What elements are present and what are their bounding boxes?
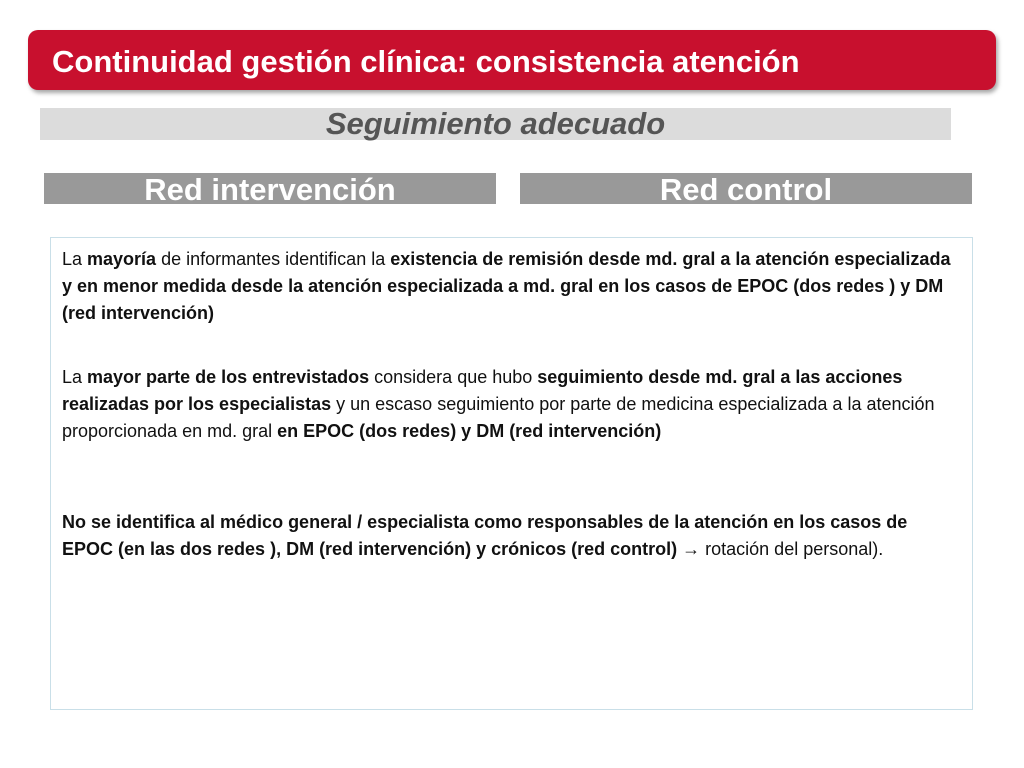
text-run-bold: existencia de remisión desde md. gral a la atención especializada y en menor medida desde la atención especializada a md. gral en los casos de EPOC (dos redes ) y DM (red intervención)	[62, 249, 951, 323]
text-run: de informantes identifican la	[156, 249, 391, 269]
paragraph-followup	[62, 364, 962, 445]
title-bar	[28, 30, 996, 90]
text-run: La	[62, 367, 88, 387]
text-run-bold: en EPOC (dos redes) y DM (red intervención)	[277, 421, 662, 441]
text-run: considera que hubo	[369, 367, 538, 387]
text-run: y un escaso seguimiento por parte de medicina especializada a la atención proporcionada en md. gral	[62, 394, 935, 441]
paragraph-responsibility	[62, 509, 962, 563]
arrow-right-icon: →	[677, 539, 706, 559]
text-run-bold: mayoría	[87, 249, 157, 269]
slide-title: Continuidad gestión clínica: consistencia atención	[52, 44, 800, 79]
text-run: La	[62, 249, 88, 269]
network-label-intervention: Red intervención	[44, 173, 496, 204]
text-run-bold: mayor parte de los entrevistados	[87, 367, 370, 387]
paragraph-referral	[62, 246, 962, 327]
subtitle-bar	[40, 108, 951, 140]
network-label-control: Red control	[520, 173, 972, 204]
text-run: rotación del personal).	[705, 539, 884, 559]
slide-subtitle: Seguimiento adecuado	[325, 106, 666, 141]
text-run-bold: seguimiento desde md. gral a las acciones realizadas por los especialistas	[62, 367, 903, 414]
content-box	[50, 237, 973, 710]
text-run-bold: No se identifica al médico general / especialista como responsables de la atención en los casos de EPOC (en las dos redes ), DM (red intervención) y crónicos (red control)	[62, 512, 908, 559]
